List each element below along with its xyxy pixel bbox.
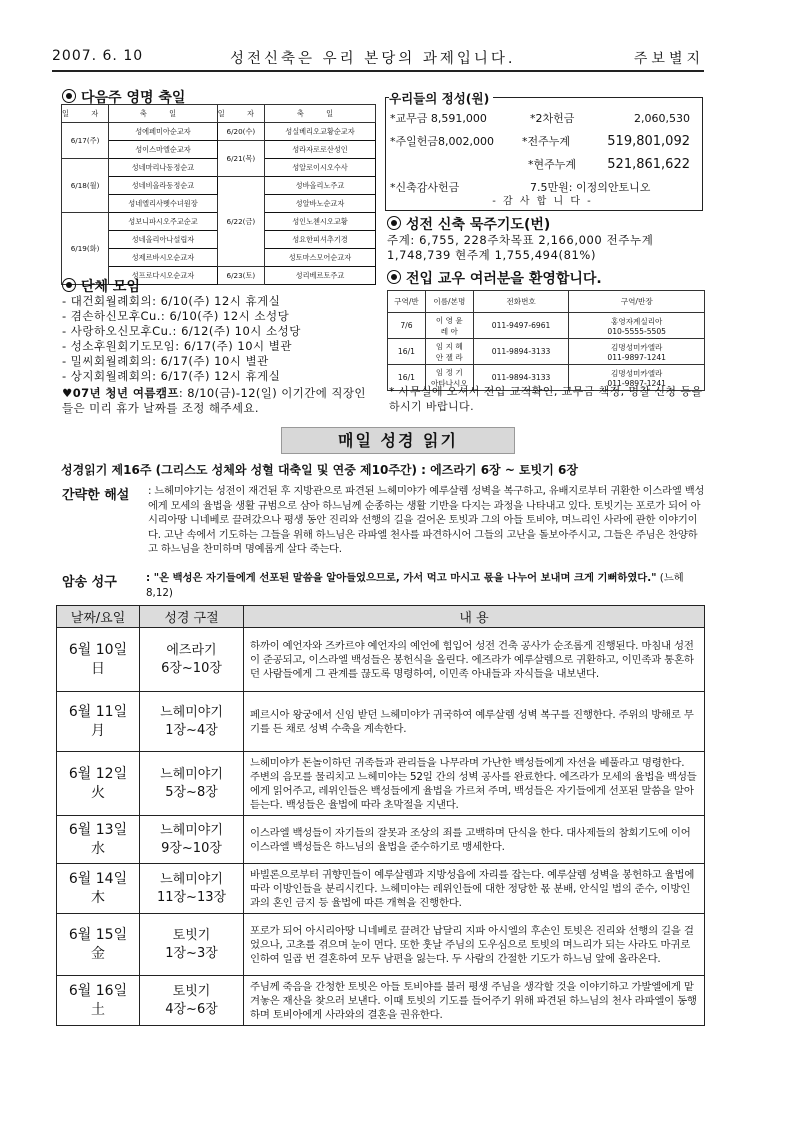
summer-camp-notice: ♥07년 청년 여름캠프: 8/10(금)-12(일) 이기간에 직장인들은 미리 휴가 날짜를 조정 해주세요.	[62, 386, 366, 415]
table-row: 6월 10일 日 에즈라기 6장~10장 하까이 예언자와 즈카르야 예언자의 예언에 힘입어 성전 건축 공사가 순조롭게 진행된다. 마침내 성전이 준공되고, 이스라엘 백성들은 봉헌식을 올린다. 에즈라가 예루살렘으로 귀환하고, 이민족과 통혼하던 사람들에게 그 관계를 끊도록 명령하여, 이민족 아내들과 자식들을 내보낸다.	[57, 628, 705, 692]
newcomers-section-title: 전입 교우 여러분을 환영합니다.	[387, 268, 602, 288]
newcomers-note: * 사무실에 오셔서 전입 교적확인, 교무금 책정, 명찰 신청 등을 하시기 바랍니다.	[389, 385, 703, 413]
groups-list	[62, 294, 301, 384]
camp-title: ♥07년 청년 여름캠프	[62, 386, 179, 400]
reading-description	[62, 484, 707, 557]
memory-verse	[62, 571, 707, 601]
list-item: - 겸손하신모후Cu.: 6/10(주) 12시 소성당	[62, 309, 290, 323]
table-row: 6월 15일 金 토빗기 1장~3장 포로가 되어 아시리아땅 니네베로 끌려간 납달리 지파 아시엘의 후손인 토빗은 진리와 선행의 길을 걸었으나, 고초를 겪으며 눈이 먼다. 또한 훗날 주님의 도우심으로 토빗의 며느리가 되는 사라도 마귀로 인하여 일곱 번 결혼하여 모두 남편을 잃는다. 두 사람의 간절한 기도가 하느님 앞에 올라온다.	[57, 914, 705, 976]
table-row: 6월 13일 水 느헤미야기 9장~10장 이스라엘 백성들이 자기들의 잘못과 조상의 죄를 고백하며 단식을 한다. 대사제들의 참회기도에 이어 이스라엘 백성들은 하느님의 율법을 준수하기로 맹세한다.	[57, 816, 705, 864]
table-row: 6월 12일 火 느헤미야기 5장~8장 느헤미야가 돈놀이하던 귀족들과 관리들을 나무라며 가난한 백성들에게 자선을 베풀라고 명령한다. 주변의 음모를 물리치고 느헤미야는 52일 간의 성벽 공사를 완료한다. 에즈라가 모세의 율법을 백성들에게 읽어주고, 레위인들은 백성들에게 율법을 가르쳐 주며, 백성들은 자기들에게 선포된 말씀을 알아듣는다. 백성들은 율법에 따라 초막절을 지낸다.	[57, 752, 705, 816]
bullet-circle-icon	[62, 278, 76, 292]
list-item: - 밀씨회월례회의: 6/17(주) 10시 별관	[62, 354, 269, 368]
table-row: 16/1 임 정 기 아타나시오 011-9894-3133 김명성미카엘라 011-9897-1241	[388, 365, 705, 391]
table-row: 16/1 임 지 혜 안 젤 라 011-9894-3133 김명성미카엘라 011-9897-1241	[388, 339, 705, 365]
memory-reference: (느헤 8,12)	[146, 572, 684, 599]
prayer-section-title: 성전 신축 묵주기도(번)	[387, 214, 550, 234]
baptism-section-title: 다음주 영명 축일	[62, 87, 185, 107]
table-row: 6월 16일 土 토빗기 4장~6장 주님께 죽음을 간청한 토빗은 아들 토비야를 불러 평생 주님을 생각할 것을 이야기하고 가발엘에게 맡겨놓은 재산을 찾으러 보낸다. 이때 토빗의 기도를 들어주기 위해 파견된 하느님의 천사 라파엘이 동행하며 토비아에게 사라와의 결혼을 권유한다.	[57, 976, 705, 1026]
list-item: - 성소후원회기도모임: 6/17(주) 10시 별관	[62, 339, 292, 353]
bullet-circle-icon	[387, 216, 401, 230]
table-row: 6월 11일 月 느헤미야기 1장~4장 페르시아 왕궁에서 신임 받던 느헤미야가 귀국하여 예루살렘 성벽 복구를 진행한다. 주위의 방해로 무기를 든 채로 성벽 수축을 계속한다.	[57, 692, 705, 752]
bullet-circle-icon	[387, 270, 401, 284]
baptism-table: 일 자 축 일 일 자 축 일 6/17(주) 성에페미아순교자 6/20(수) 성실베리오교황순교자 성이스마엘순교자 6/21(목) 성라자로로산성인 6/18(월) 성네마리나동정순교 성알로이시오수사 성네비올라동정순교 6/22(금) 성바올리노주교 성네엘리사벳수녀원장 성알바노순교자 6/19(화) 성보니파시오주교순교 성인노첸시오교황 성네올리아나설립자 성요한피셔추기경 성제르바시오순교자 성토마스모어순교자 성프로다시오순교자 6/23(토) 성리베르토주교	[61, 104, 376, 285]
description-label: 간략한 해설	[62, 488, 130, 503]
prayer-text: 주계: 6,755, 228주차목표 2,166,000 전주누계 1,748,739 현주계 1,755,494(81%)	[387, 233, 654, 262]
reading-week-title: 성경읽기 제16주 (그리스도 성체와 성혈 대축일 및 연중 제10주간) : 에즈라기 6장 ~ 토빗기 6장	[61, 463, 578, 477]
table-row: 7/6 이 영 윤 레 아 011-9497-6961 홍영자계실리아 010-5555-5505	[388, 313, 705, 339]
reading-banner: 매일 성경 읽기	[281, 427, 515, 454]
newcomers-table: 구역/반 이름/본명 전화번호 구역/반장 7/6 이 영 윤 레 아 011-9497-6961 홍영자계실리아 010-5555-5505 16/1 임 지 혜 안 젤 라 011-9894-3133 김명성미카엘라 011-9897-1241 16/1 임 정 기 아타나시오 011-9894-3133 김명성미카엘라 011-9897-1241	[387, 290, 705, 391]
list-item: - 사랑하오신모후Cu.: 6/12(주) 10시 소성당	[62, 324, 301, 338]
bulletin-slogan: 성전신축은 우리 본당의 과제입니다.	[230, 51, 516, 67]
list-item: - 상지회월례회의: 6/17(주) 12시 휴게실	[62, 369, 281, 383]
bulletin-date: 2007. 6. 10	[52, 48, 144, 64]
list-item: - 대건회월례회의: 6/10(주) 12시 휴게실	[62, 294, 281, 308]
reading-schedule-table: 날짜/요일 성경 구절 내 용 6월 10일 日 에즈라기 6장~10장 하까이 예언자와 즈카르야 예언자의 예언에 힘입어 성전 건축 공사가 순조롭게 진행된다. 마침내 성전이 준공되고, 이스라엘 백성들은 봉헌식을 올린다. 에즈라가 예루살렘으로 귀환하고, 이민족과 통혼하던 사람들에게 그 관계를 끊도록 명령하여, 이민족 아내들과 자식들을 내보낸다. 6월 11일 月 느헤미야기 1장~4장 페르시아 왕궁에서 신임 받던 느헤미야가 귀국하여 예루살렘 성벽 복구를 진행한다. 주위의 방해로 무기를 든 채로 성벽 수축을 계속한다. 6월 12일 火 느헤미야기 5장~8장 느헤미야가 돈놀이하던 귀족들과 관리들을 나무라며 가난한 백성들에게 자선을 베풀라고 명령한다. 주변의 음모를 물리치고 느헤미야는 52일 간의 성벽 공사를 완료한다. 에즈라가 모세의 율법을 백성들에게 읽어주고, 레위인들은 백성들에게 율법을 가르쳐 주며, 백성들은 자기들에게 선포된 말씀을 알아듣는다. 백성들은 율법에 따라 초막절을 지낸다. 6월 13일 水 느헤미야기 9장~10장 이스라엘 백성들이 자기들의 잘못과 조상의 죄를 고백하며 단식을 한다. 대사제들의 참회기도에 이어 이스라엘 백성들은 하느님의 율법을 준수하기로 맹세한다. 6월 14일 木 느헤미야기 11장~13장 바빌론으로부터 귀향민들이 예루살렘과 지방성읍에 자리를 잡는다. 예루살렘 성벽을 봉헌하고 율법에 따라 이방인들을 분리시킨다. 느헤미야는 레위인들에 대한 정당한 몫 분배, 안식일 법의 준수, 이방인과의 혼인 금지 등 율법에 따른 개혁을 진행한다. 6월 15일 金 토빗기 1장~3장 포로가 되어 아시리아땅 니네베로 끌려간 납달리 지파 아시엘의 후손인 토빗은 진리와 선행의 길을 걸었으나, 고초를 겪으며 눈이 먼다. 또한 훗날 주님의 도우심으로 토빗의 며느리가 되는 사라도 마귀로 인하여 일곱 번 결혼하여 모두 남편을 잃는다. 두 사람의 간절한 기도가 하느님 앞에 올라온다. 6월 16일 土 토빗기 4장~6장 주님께 죽음을 간청한 토빗은 아들 토비야를 불러 평생 주님을 생각할 것을 이야기하고 가발엘에게 맡겨놓은 재산을 찾으러 보낸다. 이때 토빗의 기도를 들어주기 위해 파견된 하느님의 천사 라파엘이 동행하며 토비아에게 사라와의 결혼을 권유한다.	[56, 605, 705, 1026]
groups-section-title: 단체 모임	[62, 276, 140, 296]
description-text: : 느헤미야기는 성전이 재건된 후 지방관으로 파견된 느헤미야가 예루살렘 성벽을 복구하고, 유배지로부터 귀환한 이스라엘 백성에게 모세의 율법을 생활 규범으로 삼아 하느님께 순종하는 생활 기반을 다지는 과정을 나타내고 있다. 토빗기는 포로가 되어 아시리아땅 니네베로 끌려갔으나 평생 동안 진리와 선행의 길을 걸어온 토빗과 그의 아들 토비야, 며느리인 사라에 관한 이야기이다. 고난 속에서 기도하는 그들을 위해 하느님은 라파엘 천사를 파견하시어 그들의 고난을 돌보아주시고, 그들은 주님은 찬양하고 하느님을 찬미하며 명예롭게 살다 죽는다.	[148, 485, 705, 555]
bullet-circle-icon	[62, 89, 76, 103]
memory-label: 암송 성구	[62, 575, 117, 590]
page-header	[52, 46, 704, 72]
offering-title: 우리들의 정성(원)	[389, 89, 493, 107]
table-row: 6월 14일 木 느헤미야기 11장~13장 바빌론으로부터 귀향민들이 예루살렘과 지방성읍에 자리를 잡는다. 예루살렘 성벽을 봉헌하고 율법에 따라 이방인들을 분리시킨다. 느헤미야는 레위인들에 대한 정당한 몫 분배, 안식일 법의 준수, 이방인과의 혼인 금지 등 율법에 따른 개혁을 진행한다.	[57, 864, 705, 914]
offering-content: *교무금 8,591,000 *2차헌금 2,060,530 *주일헌금8,002,000 *전주누계 519,801,092 *현주누계 521,861,622 *신축감사헌금 7.5만원: 이정의안토니오 - 감 사 합 니 다 -	[390, 112, 690, 207]
bulletin-label: 주보별지	[633, 51, 704, 67]
memory-text: : "온 백성은 자기들에게 선포된 말씀을 알아들었으므로, 가서 먹고 마시고 몫을 나누어 보내며 크게 기뻐하였다."	[146, 572, 657, 584]
